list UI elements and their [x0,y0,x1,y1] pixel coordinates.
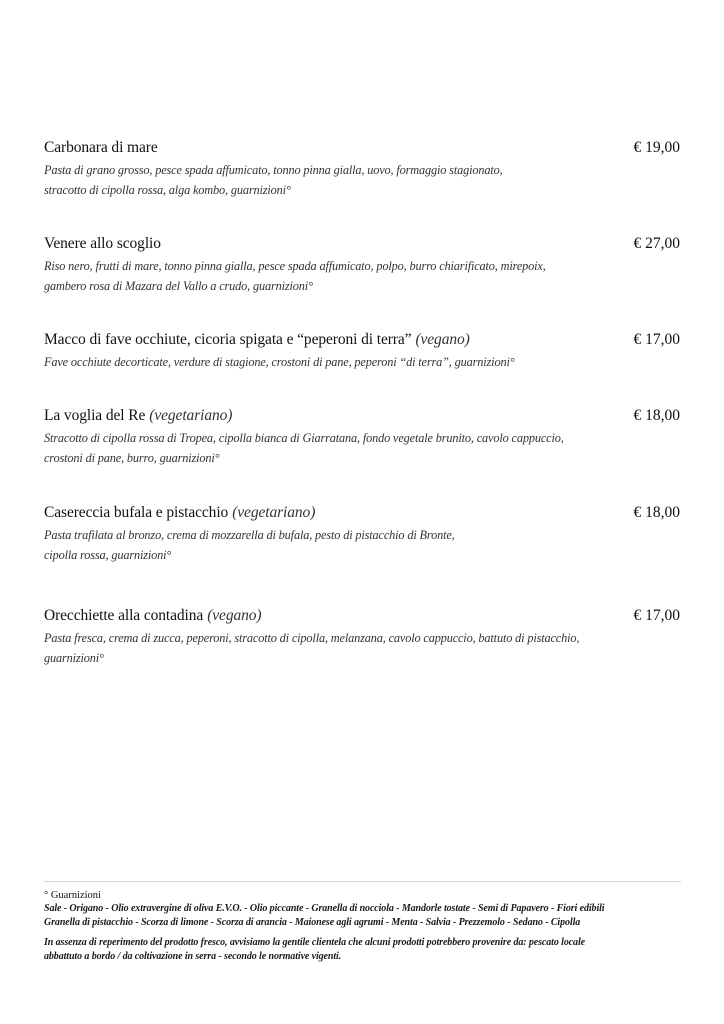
dish-price: € 27,00 [633,235,680,252]
dish-diet-tag: (vegano) [415,331,470,348]
dish-price: € 18,00 [633,504,680,521]
dish-description-line: guarnizioni° [44,651,104,665]
dish-description-line: Fave occhiute decorticate, verdure di stagione, crostoni di pane, peperoni “di terra”, guarnizioni° [44,355,515,369]
dish-description [44,428,680,468]
dish-price: € 19,00 [633,139,680,156]
menu-item-orecchiette-alla-contadina [44,606,680,668]
garnish-legend-title: ° Guarnizioni [44,890,101,901]
menu-item-carbonara-di-mare [44,138,680,200]
footer-notes [44,881,681,963]
menu-item-header [44,330,680,352]
disclaimer-line: abbattuto a bordo / da coltivazione in serra - secondo le normative vigenti. [44,950,342,962]
menu-item-casereccia-bufala-e-pistacchio [44,503,680,565]
dish-price: € 17,00 [633,607,680,624]
dish-name: Macco di fave occhiute, cicoria spigata e “peperoni di terra” [44,331,412,348]
menu-item-header [44,234,680,256]
menu-item-macco-di-fave [44,330,680,372]
disclaimer-line: In assenza di reperimento del prodotto fresco, avvisiamo la gentile clientela che alcuni prodotti potrebbero provenire da: pescato locale [44,937,585,948]
dish-description [44,256,680,296]
garnish-list-line: Sale - Origano - Olio extravergine di oliva E.V.O. - Olio piccante - Granella di nocciola - Mandorle tostate - Semi di Papavero - Fiori edibili [44,903,605,914]
menu-item-la-voglia-del-re [44,406,680,468]
dish-description-line: Riso nero, frutti di mare, tonno pinna gialla, pesce spada affumicato, polpo, burro chiarificato, mirepoix, [44,259,546,273]
dish-name: Orecchiette alla contadina [44,607,204,624]
dish-description-line: Stracotto di cipolla rossa di Tropea, cipolla bianca di Giarratana, fondo vegetale brunito, cavolo cappuccio, [44,431,564,445]
menu-item-venere-allo-scoglio [44,234,680,296]
dish-description-line: Pasta trafilata al bronzo, crema di mozzarella di bufala, pesto di pistacchio di Bronte, [44,528,455,542]
dish-name: La voglia del Re [44,407,146,424]
menu-item-header [44,138,680,160]
dish-description [44,628,680,668]
dish-description-line: crostoni di pane, burro, guarnizioni° [44,451,220,465]
dish-description-line: gambero rosa di Mazara del Vallo a crudo, guarnizioni° [44,279,313,293]
dish-description-line: Pasta di grano grosso, pesce spada affumicato, tonno pinna gialla, uovo, formaggio stagionato, [44,163,503,177]
dish-description-line: stracotto di cipolla rossa, alga kombo, guarnizioni° [44,183,291,197]
dish-diet-tag: (vegetariano) [232,504,316,521]
menu-item-header [44,406,680,428]
dish-name: Carbonara di mare [44,139,158,156]
freshness-disclaimer [44,936,681,963]
dish-diet-tag: (vegetariano) [149,407,233,424]
footer-divider [44,881,681,882]
dish-description-line: Pasta fresca, crema di zucca, peperoni, stracotto di cipolla, melanzana, cavolo cappuccio, battuto di pistacchio, [44,631,580,645]
dish-description-line: cipolla rossa, guarnizioni° [44,548,172,562]
dish-name: Venere allo scoglio [44,235,161,252]
garnish-list-line: Granella di pistacchio - Scorza di limone - Scorza di arancia - Maionese agli agrumi - Menta - Salvia - Prezzemolo - Sedano - Cipolla [44,916,581,928]
dish-name: Casereccia bufala e pistacchio [44,504,229,521]
menu-item-header [44,606,680,628]
dish-price: € 18,00 [633,407,680,424]
dish-diet-tag: (vegano) [207,607,262,624]
dish-description [44,525,680,565]
dish-description [44,160,680,200]
dish-price: € 17,00 [633,331,680,348]
garnish-list [44,902,681,929]
dish-description [44,352,680,372]
menu-item-header [44,503,680,525]
